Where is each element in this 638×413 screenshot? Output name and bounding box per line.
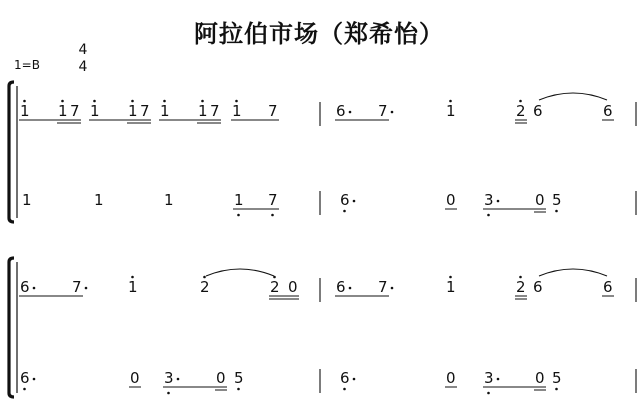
key-signature: 1=B xyxy=(14,58,40,72)
note-1: 1 xyxy=(128,278,138,296)
note-6: 6 xyxy=(20,369,30,387)
note-7: 7 xyxy=(268,102,278,120)
note-1: 1 xyxy=(58,102,68,120)
time-signature-numerator: 4 xyxy=(78,42,88,58)
augmentation-dot xyxy=(391,287,394,290)
system-bracket xyxy=(9,258,14,397)
augmentation-dot xyxy=(497,378,500,381)
note-1: 1 xyxy=(128,102,138,120)
time-signature-denominator: 4 xyxy=(78,59,88,75)
note-5: 5 xyxy=(234,369,244,387)
note-0: 0 xyxy=(446,369,456,387)
octave-dot-low xyxy=(343,210,346,213)
octave-dot-high xyxy=(23,100,26,103)
octave-dot-low xyxy=(271,214,274,217)
note-6: 6 xyxy=(603,278,613,296)
system-bracket xyxy=(9,82,14,222)
note-7: 7 xyxy=(70,102,80,120)
octave-dot-low xyxy=(555,388,558,391)
note-1: 1 xyxy=(232,102,242,120)
note-0: 0 xyxy=(535,369,545,387)
augmentation-dot xyxy=(391,111,394,114)
note-0: 0 xyxy=(130,369,140,387)
octave-dot-low xyxy=(237,214,240,217)
octave-dot-high xyxy=(93,100,96,103)
note-1: 1 xyxy=(446,102,456,120)
octave-dot-low xyxy=(555,210,558,213)
note-1: 1 xyxy=(234,191,244,209)
augmentation-dot xyxy=(497,200,500,203)
note-6: 6 xyxy=(336,278,346,296)
note-1: 1 xyxy=(198,102,208,120)
octave-dot-high xyxy=(201,100,204,103)
note-6: 6 xyxy=(336,102,346,120)
note-6: 6 xyxy=(603,102,613,120)
note-2: 2 xyxy=(516,278,526,296)
tie xyxy=(206,269,274,276)
augmentation-dot xyxy=(353,378,356,381)
note-0: 0 xyxy=(535,191,545,209)
octave-dot-high xyxy=(235,100,238,103)
octave-dot-high xyxy=(519,276,522,279)
note-2: 2 xyxy=(516,102,526,120)
note-0: 0 xyxy=(216,369,226,387)
octave-dot-high xyxy=(131,276,134,279)
augmentation-dot xyxy=(33,378,36,381)
note-1: 1 xyxy=(164,191,174,209)
note-0: 0 xyxy=(446,191,456,209)
tie xyxy=(539,269,607,276)
note-2: 2 xyxy=(270,278,280,296)
note-3: 3 xyxy=(164,369,174,387)
octave-dot-high xyxy=(449,100,452,103)
note-1: 1 xyxy=(22,191,32,209)
octave-dot-low xyxy=(343,388,346,391)
note-1: 1 xyxy=(446,278,456,296)
note-7: 7 xyxy=(72,278,82,296)
note-1: 1 xyxy=(90,102,100,120)
note-5: 5 xyxy=(552,369,562,387)
note-7: 7 xyxy=(210,102,220,120)
augmentation-dot xyxy=(85,287,88,290)
note-2: 2 xyxy=(200,278,210,296)
octave-dot-high xyxy=(61,100,64,103)
augmentation-dot xyxy=(177,378,180,381)
octave-dot-high xyxy=(163,100,166,103)
augmentation-dot xyxy=(349,287,352,290)
note-0: 0 xyxy=(288,278,298,296)
note-3: 3 xyxy=(484,191,494,209)
augmentation-dot xyxy=(349,111,352,114)
octave-dot-high xyxy=(131,100,134,103)
octave-dot-low xyxy=(167,392,170,395)
augmentation-dot xyxy=(353,200,356,203)
note-5: 5 xyxy=(552,191,562,209)
octave-dot-high xyxy=(519,100,522,103)
note-7: 7 xyxy=(140,102,150,120)
note-3: 3 xyxy=(484,369,494,387)
note-6: 6 xyxy=(20,278,30,296)
octave-dot-low xyxy=(487,392,490,395)
song-title: 阿拉伯市场（郑希怡） xyxy=(194,19,444,48)
octave-dot-low xyxy=(23,388,26,391)
note-6: 6 xyxy=(533,102,543,120)
octave-dot-high xyxy=(449,276,452,279)
note-7: 7 xyxy=(268,191,278,209)
augmentation-dot xyxy=(33,287,36,290)
octave-dot-low xyxy=(487,214,490,217)
note-6: 6 xyxy=(340,369,350,387)
note-7: 7 xyxy=(378,278,388,296)
tie xyxy=(539,93,607,100)
octave-dot-low xyxy=(237,388,240,391)
note-1: 1 xyxy=(20,102,30,120)
note-6: 6 xyxy=(340,191,350,209)
note-1: 1 xyxy=(160,102,170,120)
note-1: 1 xyxy=(94,191,104,209)
note-6: 6 xyxy=(533,278,543,296)
note-7: 7 xyxy=(378,102,388,120)
octave-dot-high xyxy=(203,276,206,279)
